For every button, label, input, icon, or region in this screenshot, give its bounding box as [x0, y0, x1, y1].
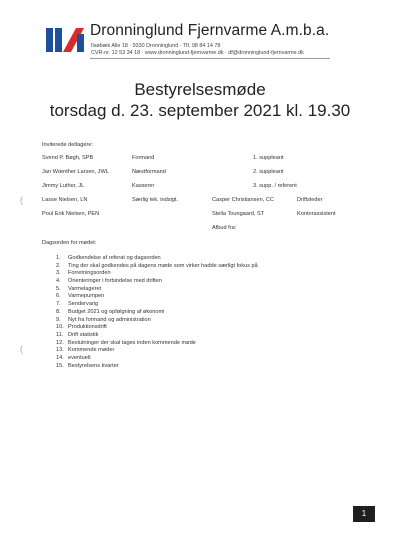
invitee-role: Særlig tek. indsigt. — [132, 197, 179, 203]
agenda-item-number: 15. — [56, 362, 64, 369]
agenda-list — [56, 255, 258, 370]
page-number: 1 — [353, 506, 375, 522]
invitees-label: Inviterede deltagere: — [42, 142, 93, 148]
meeting-date: torsdag d. 23. september 2021 kl. 19.30 — [49, 101, 351, 120]
invitee-name: Casper Christiansen, CC — [212, 197, 274, 203]
agenda-item — [56, 355, 258, 363]
invitee-name: Poul Erik Nielsen, PEN — [42, 211, 100, 217]
invitee-suppleant: 2. suppleant — [253, 169, 284, 175]
organization-name: Dronninglund Fjernvarme A.m.b.a. — [90, 22, 330, 39]
agenda-item-number: 12. — [56, 339, 64, 346]
invitee-role: Kasserer — [132, 183, 155, 189]
agenda-item-number: 10. — [56, 324, 64, 331]
header-divider — [90, 58, 330, 59]
invitee-suppleant: 1. suppleant — [253, 155, 284, 161]
agenda-item — [56, 332, 258, 340]
margin-mark: ( — [20, 195, 23, 205]
agenda-item — [56, 340, 258, 348]
margin-mark: ( — [20, 344, 23, 354]
agenda-item-text: Bestyrelsens kvarter — [68, 362, 119, 369]
agenda-item — [56, 293, 258, 301]
agenda-item — [56, 278, 258, 286]
agenda-item-number: 11. — [56, 331, 64, 338]
address-line: Ilsøbæk Alle 18 · 9330 Dronninglund · Tlf. 98 84 14 78 — [91, 43, 221, 49]
agenda-item-text: Varmepumpen — [68, 293, 105, 300]
invitee-name: Jimmy Luther, JL — [42, 183, 85, 189]
agenda-item-number: 14. — [56, 354, 64, 361]
agenda-item — [56, 263, 258, 271]
agenda-item-number: 8. — [56, 308, 61, 315]
agenda-item-number: 9. — [56, 316, 61, 323]
agenda-item-text: eventuelt — [68, 354, 91, 361]
invitee-name: Stella Toungaard, ST — [212, 211, 265, 217]
meeting-title: Bestyrelsesmøde — [134, 80, 266, 99]
agenda-item-number: 6. — [56, 293, 61, 300]
agenda-item — [56, 301, 258, 309]
agenda-item — [56, 347, 258, 355]
absent-note: Afbud fra: — [212, 225, 237, 231]
invitee-role: Næstformand — [132, 169, 166, 175]
invitee-role: Formand — [132, 155, 155, 161]
invitee-role: Driftsleder — [297, 197, 323, 203]
agenda-item — [56, 286, 258, 294]
agenda-item — [56, 363, 258, 371]
agenda-item-text: Beslutninger der skal tages inden kommende møde — [68, 339, 196, 346]
agenda-item-number: 3. — [56, 270, 61, 277]
agenda-item-text: Kommende møder — [68, 347, 115, 354]
invitee-name: Svend P. Bøgh, SPB — [42, 155, 94, 161]
agenda-item-number: 7. — [56, 301, 61, 308]
invitee-name: Jan Wœnther Larsen, JWL — [42, 169, 109, 175]
invitee-name: Lasse Nielsen, LN — [42, 197, 88, 203]
agenda-item — [56, 309, 258, 317]
agenda-item-text: Ting der skal godkendes på dagens møde som virker hadde særligt fokus på — [68, 262, 258, 269]
agenda-item-text: Orienteringer i forbindelse med driften — [68, 278, 162, 285]
agenda-item-text: Budget 2021 og opfølgning af økonomi — [68, 308, 165, 315]
invitee-suppleant: 3. supp. / referent — [253, 183, 297, 189]
agenda-item-text: Drift statistik — [68, 331, 99, 338]
agenda-item-text: Sendervarig — [68, 301, 99, 308]
agenda-item-text: Produktionsdrift — [68, 324, 107, 331]
contact-line: CVR-nr. 12 53 34 18 · www.dronninglund-fjernvarme.dk · df@dronninglund-fjernvarme.dk — [91, 50, 304, 56]
agenda-item — [56, 317, 258, 325]
agenda-item-number: 13. — [56, 347, 64, 354]
agenda-item-number: 1. — [56, 255, 61, 261]
agenda-item — [56, 270, 258, 278]
agenda-item-text: Forretningsorden — [68, 270, 111, 277]
agenda-item-text: Varmelageret — [68, 285, 102, 292]
agenda-item-number: 5. — [56, 285, 61, 292]
company-logo — [46, 24, 84, 56]
agenda-item-text: Nyt fra formand og administration — [68, 316, 151, 323]
agenda-item — [56, 324, 258, 332]
agenda-item-number: 2. — [56, 262, 61, 269]
agenda-item-number: 4. — [56, 278, 61, 285]
agenda-label: Dagsorden for mødet: — [42, 240, 97, 246]
agenda-item-text: Godkendelse af referat og dagsorden — [68, 255, 161, 261]
agenda-item — [56, 255, 258, 263]
invitee-role: Kontorassistent — [297, 211, 336, 217]
